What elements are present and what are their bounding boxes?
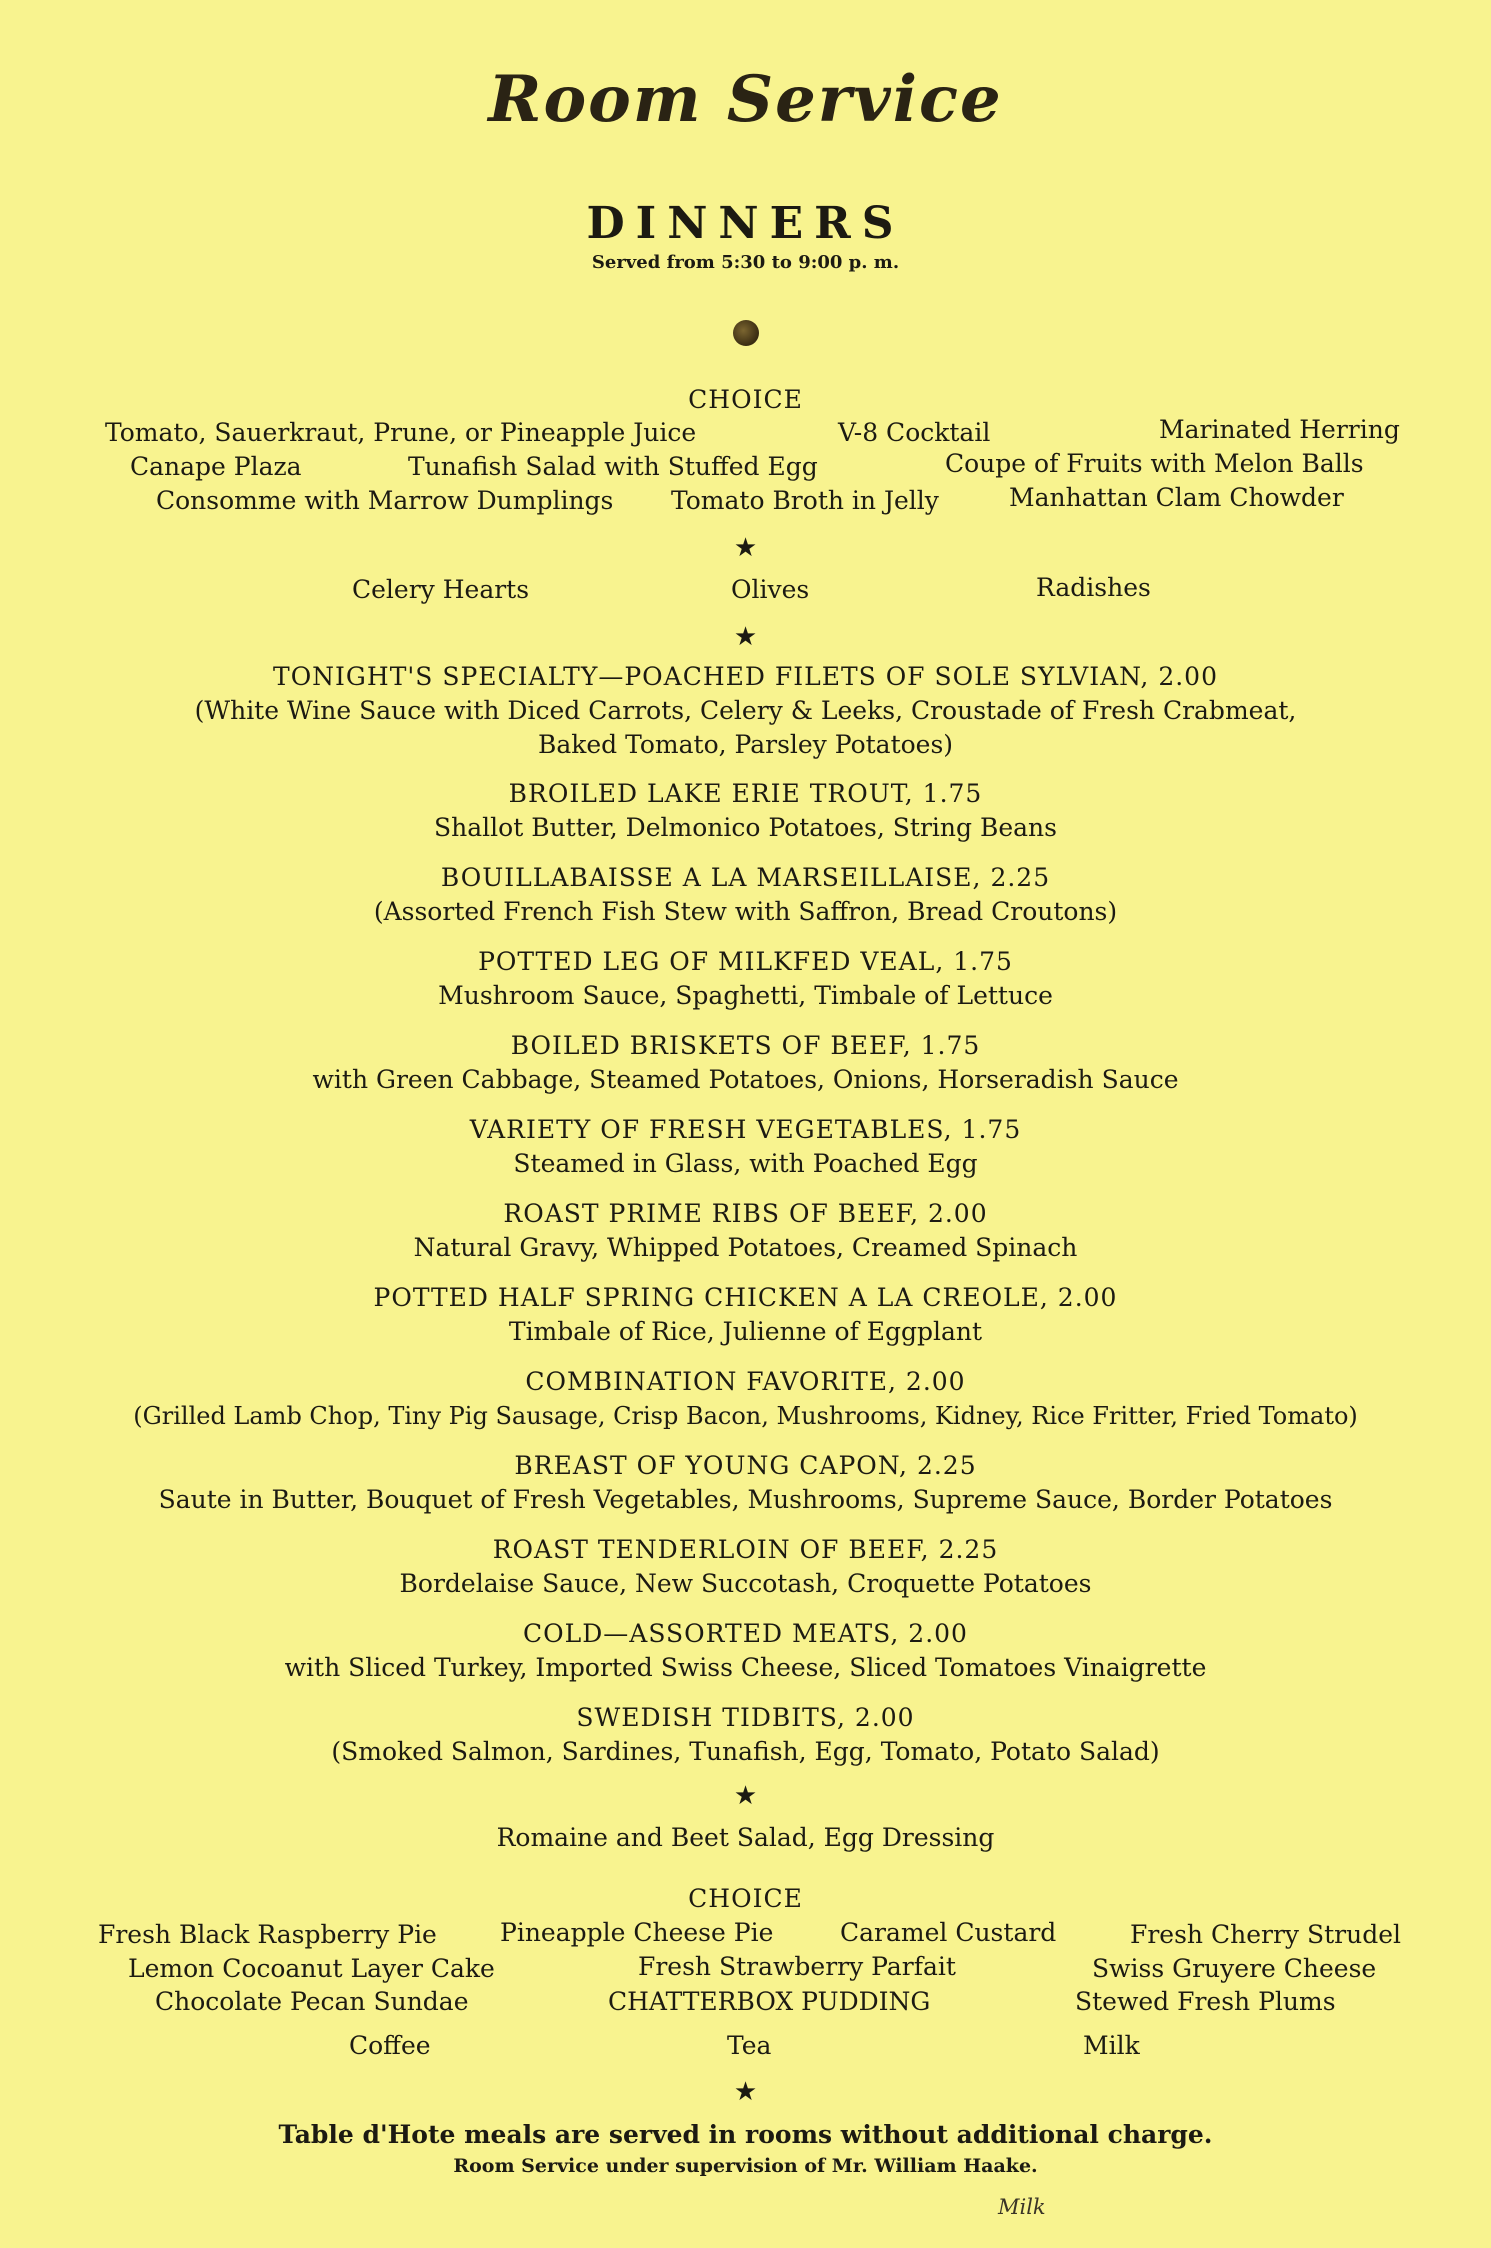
appetizer-item: Tunafish Salad with Stuffed Egg — [408, 452, 818, 481]
appetizer-item: Coupe of Fruits with Melon Balls — [945, 449, 1364, 478]
menu-title: Room Service — [488, 62, 1003, 137]
dish-name: POTTED HALF SPRING CHICKEN A LA CREOLE, 2.00 — [373, 1283, 1118, 1312]
appetizer-item: Tomato Broth in Jelly — [671, 486, 939, 515]
dish-description: Shallot Butter, Delmonico Potatoes, String Beans — [434, 813, 1057, 842]
dish-description: Baked Tomato, Parsley Potatoes) — [537, 730, 954, 759]
appetizer-item: Consomme with Marrow Dumplings — [156, 486, 614, 515]
appetizer-item: V-8 Cocktail — [838, 418, 991, 447]
dessert-item: Caramel Custard — [840, 1918, 1057, 1947]
appetizer-item: Marinated Herring — [1159, 415, 1400, 444]
dish-entry — [60, 777, 1431, 845]
beverage-item: Coffee — [349, 2031, 431, 2060]
dish-name: BREAST OF YOUNG CAPON, 2.25 — [514, 1451, 977, 1480]
ornament-dot-icon — [733, 320, 759, 346]
appetizer-item: Canape Plaza — [130, 452, 302, 481]
dish-description: Timbale of Rice, Julienne of Eggplant — [508, 1317, 983, 1346]
dish-name: BROILED LAKE ERIE TROUT, 1.75 — [508, 779, 983, 808]
dessert-item: Chocolate Pecan Sundae — [155, 1987, 469, 2016]
footer-supervision: Room Service under supervision of Mr. William Haake. — [453, 2155, 1038, 2177]
dessert-item: Pineapple Cheese Pie — [500, 1918, 774, 1947]
dish-entry — [60, 1365, 1431, 1433]
footer-note: Table d'Hote meals are served in rooms without additional charge. — [278, 2120, 1213, 2149]
dish-entry — [60, 861, 1431, 929]
dish-description: Bordelaise Sauce, New Succotash, Croquette Potatoes — [399, 1569, 1092, 1598]
dish-description: Natural Gravy, Whipped Potatoes, Creamed Spinach — [413, 1233, 1078, 1262]
dish-name: COLD—ASSORTED MEATS, 2.00 — [523, 1619, 968, 1648]
dish-description: Steamed in Glass, with Poached Egg — [513, 1149, 978, 1178]
dish-name: SWEDISH TIDBITS, 2.00 — [576, 1703, 915, 1732]
appetizer-item: Manhattan Clam Chowder — [1009, 483, 1344, 512]
beverage-item: Milk — [1083, 2031, 1140, 2060]
dessert-item: Fresh Strawberry Parfait — [638, 1952, 956, 1981]
dish-name: BOUILLABAISSE A LA MARSEILLAISE, 2.25 — [440, 863, 1051, 892]
star-divider-icon: ★ — [733, 622, 758, 652]
salad-line: Romaine and Beet Salad, Egg Dressing — [496, 1823, 995, 1852]
dish-description: Mushroom Sauce, Spaghetti, Timbale of Lettuce — [438, 981, 1053, 1010]
section-title: DINNERS — [586, 198, 905, 249]
star-divider-icon: ★ — [733, 2077, 758, 2107]
serving-hours: Served from 5:30 to 9:00 p. m. — [591, 252, 900, 273]
dish-entry — [60, 945, 1431, 1013]
dish-description: with Green Cabbage, Steamed Potatoes, Onions, Horseradish Sauce — [312, 1065, 1179, 1094]
dish-entry — [60, 1533, 1431, 1601]
dish-name: COMBINATION FAVORITE, 2.00 — [525, 1367, 966, 1396]
dish-entry — [60, 1281, 1431, 1349]
dessert-item: Fresh Black Raspberry Pie — [98, 1920, 437, 1949]
dessert-item: CHATTERBOX PUDDING — [608, 1987, 931, 2016]
star-divider-icon: ★ — [733, 533, 758, 563]
relish-item: Celery Hearts — [352, 575, 530, 604]
dessert-item: Swiss Gruyere Cheese — [1092, 1954, 1377, 1983]
relish-item: Olives — [731, 575, 810, 604]
appetizer-item: Tomato, Sauerkraut, Prune, or Pineapple Juice — [105, 418, 697, 447]
dish-description: (Assorted French Fish Stew with Saffron, Bread Croutons) — [373, 897, 1118, 926]
dish-entry — [60, 1701, 1431, 1769]
dish-entry — [60, 1113, 1431, 1181]
beverage-item: Tea — [727, 2031, 772, 2060]
dish-description: (Grilled Lamb Chop, Tiny Pig Sausage, Crisp Bacon, Mushrooms, Kidney, Rice Fritter, Fried Tomato) — [133, 1402, 1358, 1430]
dessert-choice-heading: CHOICE — [688, 1884, 803, 1913]
dish-entry — [60, 1197, 1431, 1265]
dish-name: TONIGHT'S SPECIALTY—POACHED FILETS OF SOLE SYLVIAN, 2.00 — [273, 662, 1218, 691]
dish-description: Saute in Butter, Bouquet of Fresh Vegetables, Mushrooms, Supreme Sauce, Border Potatoes — [158, 1485, 1333, 1514]
dish-name: ROAST PRIME RIBS OF BEEF, 2.00 — [503, 1199, 988, 1228]
dish-entry — [60, 1449, 1431, 1517]
choice-heading: CHOICE — [688, 385, 803, 414]
star-divider-icon: ★ — [733, 1781, 758, 1811]
relish-item: Radishes — [1036, 573, 1151, 602]
dish-description: (White Wine Sauce with Diced Carrots, Celery & Leeks, Croustade of Fresh Crabmeat, — [194, 696, 1297, 725]
dish-description: with Sliced Turkey, Imported Swiss Cheese, Sliced Tomatoes Vinaigrette — [284, 1653, 1207, 1682]
dish-description: (Smoked Salmon, Sardines, Tunafish, Egg, Tomato, Potato Salad) — [331, 1737, 1160, 1766]
dessert-item: Stewed Fresh Plums — [1075, 1987, 1336, 2016]
dish-name: POTTED LEG OF MILKFED VEAL, 1.75 — [478, 947, 1013, 976]
corner-annotation: Milk — [998, 2195, 1046, 2219]
dish-entry — [60, 660, 1431, 762]
dish-name: BOILED BRISKETS OF BEEF, 1.75 — [510, 1031, 981, 1060]
dessert-item: Lemon Cocoanut Layer Cake — [128, 1954, 495, 1983]
dish-name: VARIETY OF FRESH VEGETABLES, 1.75 — [469, 1115, 1022, 1144]
dessert-item: Fresh Cherry Strudel — [1130, 1920, 1401, 1949]
dish-entry — [60, 1029, 1431, 1097]
dish-entry — [60, 1617, 1431, 1685]
dish-name: ROAST TENDERLOIN OF BEEF, 2.25 — [492, 1535, 999, 1564]
